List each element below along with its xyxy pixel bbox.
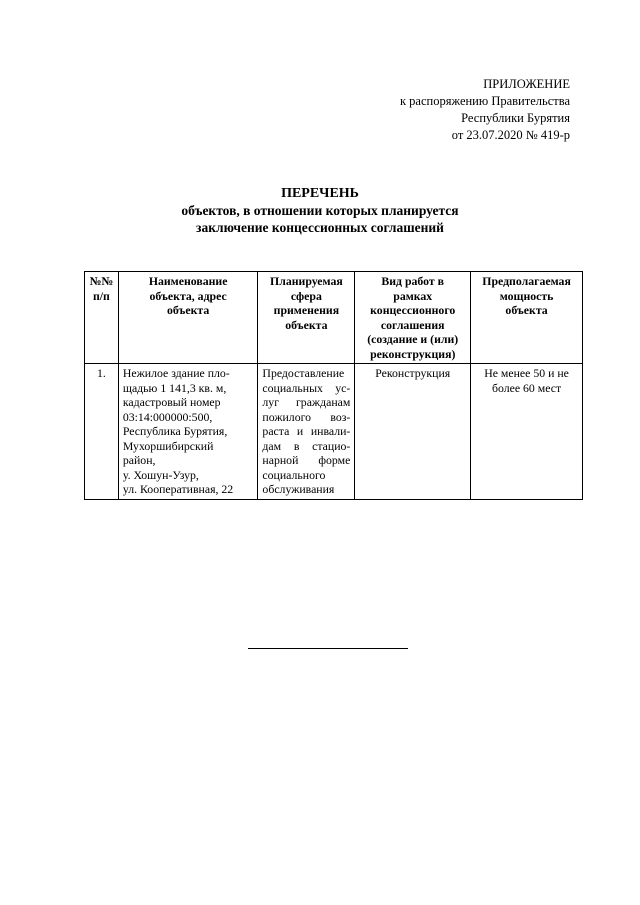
cell-capacity: Не менее 50 и не более 60 мест	[471, 364, 583, 500]
appendix-line: Республики Бурятия	[461, 111, 570, 125]
header-num: №№ п/п	[85, 272, 119, 364]
cell-num: 1.	[85, 364, 119, 500]
document-subtitle: заключение концессионных соглашений	[196, 220, 444, 235]
appendix-block	[400, 76, 570, 144]
appendix-line: к распоряжению Правительства	[399, 94, 570, 108]
document-title: ПЕРЕЧЕНЬ	[281, 186, 359, 201]
cell-name: Нежилое здание пло- щадью 1 141,3 кв. м, кадастровый номер 03:14:000000:500, Республика Бурятия, Мухоршибирский район, у. Хошун-Узур, ул. Кооперативная, 22	[118, 364, 258, 500]
header-capacity: Предполагаемая мощность объекта	[471, 272, 583, 364]
cell-sphere: Предоставление социальных ус- луг гражданам пожилого воз- раста и инвали- дам в стацио- нарной форме социального обслуживания	[258, 364, 355, 500]
document-heading	[0, 185, 640, 236]
header-works: Вид работ в рамках концессионного соглашения (создание и (или) реконструкция)	[355, 272, 471, 364]
cell-works: Реконструкция	[355, 364, 471, 500]
table-header-row	[85, 272, 583, 364]
table-row	[85, 364, 583, 500]
appendix-date: от 23.07.2020 № 419-р	[451, 128, 570, 142]
appendix-title: ПРИЛОЖЕНИЕ	[483, 77, 570, 91]
header-sphere: Планируемая сфера применения объекта	[258, 272, 355, 364]
header-name: Наименование объекта, адрес объекта	[118, 272, 258, 364]
document-subtitle: объектов, в отношении которых планируется	[181, 203, 459, 218]
closing-line	[248, 648, 408, 649]
objects-table	[84, 271, 583, 500]
